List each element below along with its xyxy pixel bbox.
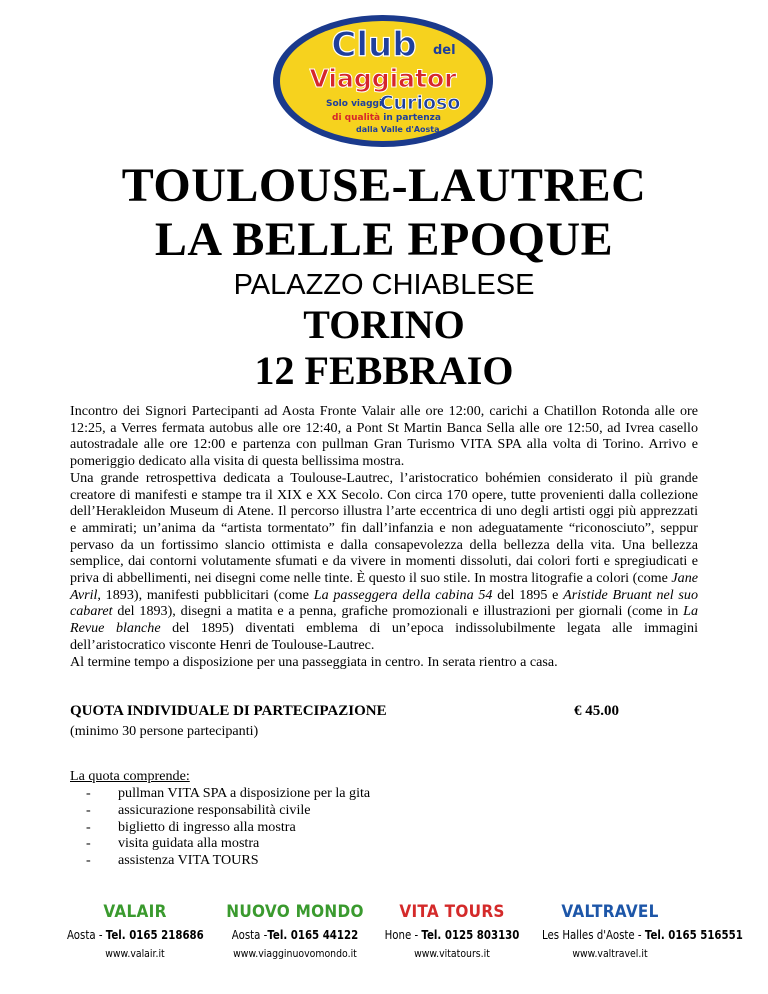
club-viaggiator-curioso-logo <box>270 12 496 150</box>
agency-phone: Hone - Tel. 0125 803130 <box>384 928 520 942</box>
agency-name: VITA TOURS <box>399 902 505 922</box>
list-item: - visita guidata alla mostra <box>86 835 370 852</box>
list-item: - assicurazione responsabilità civile <box>86 802 370 819</box>
city: TORINO <box>303 302 465 347</box>
list-item: - pullman VITA SPA a disposizione per la gita <box>86 785 370 802</box>
list-item: - assistenza VITA TOURS <box>86 852 370 869</box>
date: 12 FEBBRAIO <box>254 348 514 393</box>
list-item: - biglietto di ingresso alla mostra <box>86 819 370 836</box>
agency-website[interactable]: www.valair.it <box>105 947 165 960</box>
comprende-list <box>86 785 370 869</box>
agency-phone: Les Halles d'Aoste - Tel. 0165 516551 <box>542 928 743 942</box>
itinerary-paragraph: Incontro dei Signori Partecipanti ad Aosta Fronte Valair alle ore 12:00, carichi a Chatillon Rotonda alle ore 12:25, a Verres fermata autobus alle ore 12:40, a Pont St Martin Banca Sella alle ore 12:50, ad Ivrea casello autostradale alle ore 12:00 e partenza con pullman Gran Turismo VITA SPA alla volta di Torino. Arrivo e pomeriggio dedicato alla visita di questa bellissima mostra. <box>70 403 698 470</box>
agency-valtravel <box>530 902 743 962</box>
agency-name: NUOVO MONDO <box>226 902 364 922</box>
description <box>70 403 698 670</box>
return-paragraph: Al termine tempo a disposizione per una passeggiata in centro. In serata rientro a casa. <box>70 653 558 670</box>
logo-viaggiator: Viaggiator <box>309 64 457 93</box>
agency-name: VALTRAVEL <box>561 902 659 922</box>
agency-website[interactable]: www.viagginuovomondo.it <box>233 947 357 960</box>
quota-note: (minimo 30 persone partecipanti) <box>70 723 259 739</box>
logo-tagline-1: Solo viaggi <box>326 99 383 109</box>
comprende-label: La quota comprende: <box>70 768 190 784</box>
logo-tagline-3: dalla Valle d'Aosta <box>356 125 440 134</box>
title-artist: TOULOUSE-LAUTREC <box>121 159 647 212</box>
venue: PALAZZO CHIABLESE <box>233 269 535 301</box>
quota-price: € 45.00 <box>574 703 619 719</box>
agency-website[interactable]: www.vitatours.it <box>414 947 490 960</box>
logo-curioso: Curioso <box>379 92 461 114</box>
agency-nuovo-mondo <box>215 902 375 962</box>
exhibition-paragraph: Una grande retrospettiva dedicata a Toulouse-Lautrec, l’aristocratico bohémien considerato il più grande creatore di manifesti e stampe tra il XIX e XX Secolo. Con circa 170 opere, tutte provenienti dalla collezione dell’Herakleidon Museum di Atene. Il percorso illustra l’arte eccentrica di uno degli artisti oggi più apprezzati e ammirati; un’anima da “artista tormentato” fin dall’infanzia e non adeguatamente “riconosciuto”, seppur pervaso da un fortissimo slancio ottimista e dalla consapevolezza della bellezza della vita. Una bellezza semplice, dai contorni volutamente sfumati e da vivere in momenti dissoluti, dai colori forti e spregiudicati e priva di abbellimenti, nei disegni come nelle tinte. È questo il suo stile. In mostra litografie a colori (come Jane Avril, 1893), manifesti pubblicitari (come La passeggera della cabina 54 del 1895 e Aristide Bruant nel suo cabaret del 1893), disegni a matita e a penna, grafiche promozionali e illustrazioni per giornali (come in La Revue blanche del 1895) diventati emblema di un’epoca indissolubilmente legata alle immagini dell’aristocratico visconte Henri de Toulouse-Lautrec. <box>70 469 699 653</box>
logo-club: Club <box>331 25 417 65</box>
agency-valair <box>55 902 215 962</box>
agency-phone: Aosta -Tel. 0165 44122 <box>231 928 359 942</box>
agency-vita-tours <box>372 902 532 962</box>
agency-name: VALAIR <box>103 902 167 922</box>
agency-website[interactable]: www.valtravel.it <box>572 947 648 960</box>
logo-del: del <box>433 43 456 58</box>
agency-phone: Aosta - Tel. 0165 218686 <box>67 928 204 942</box>
quota-label: QUOTA INDIVIDUALE DI PARTECIPAZIONE <box>70 703 387 719</box>
title-exhibition: LA BELLE EPOQUE <box>154 213 614 266</box>
logo-tagline-2: di qualità in partenza <box>332 113 441 123</box>
